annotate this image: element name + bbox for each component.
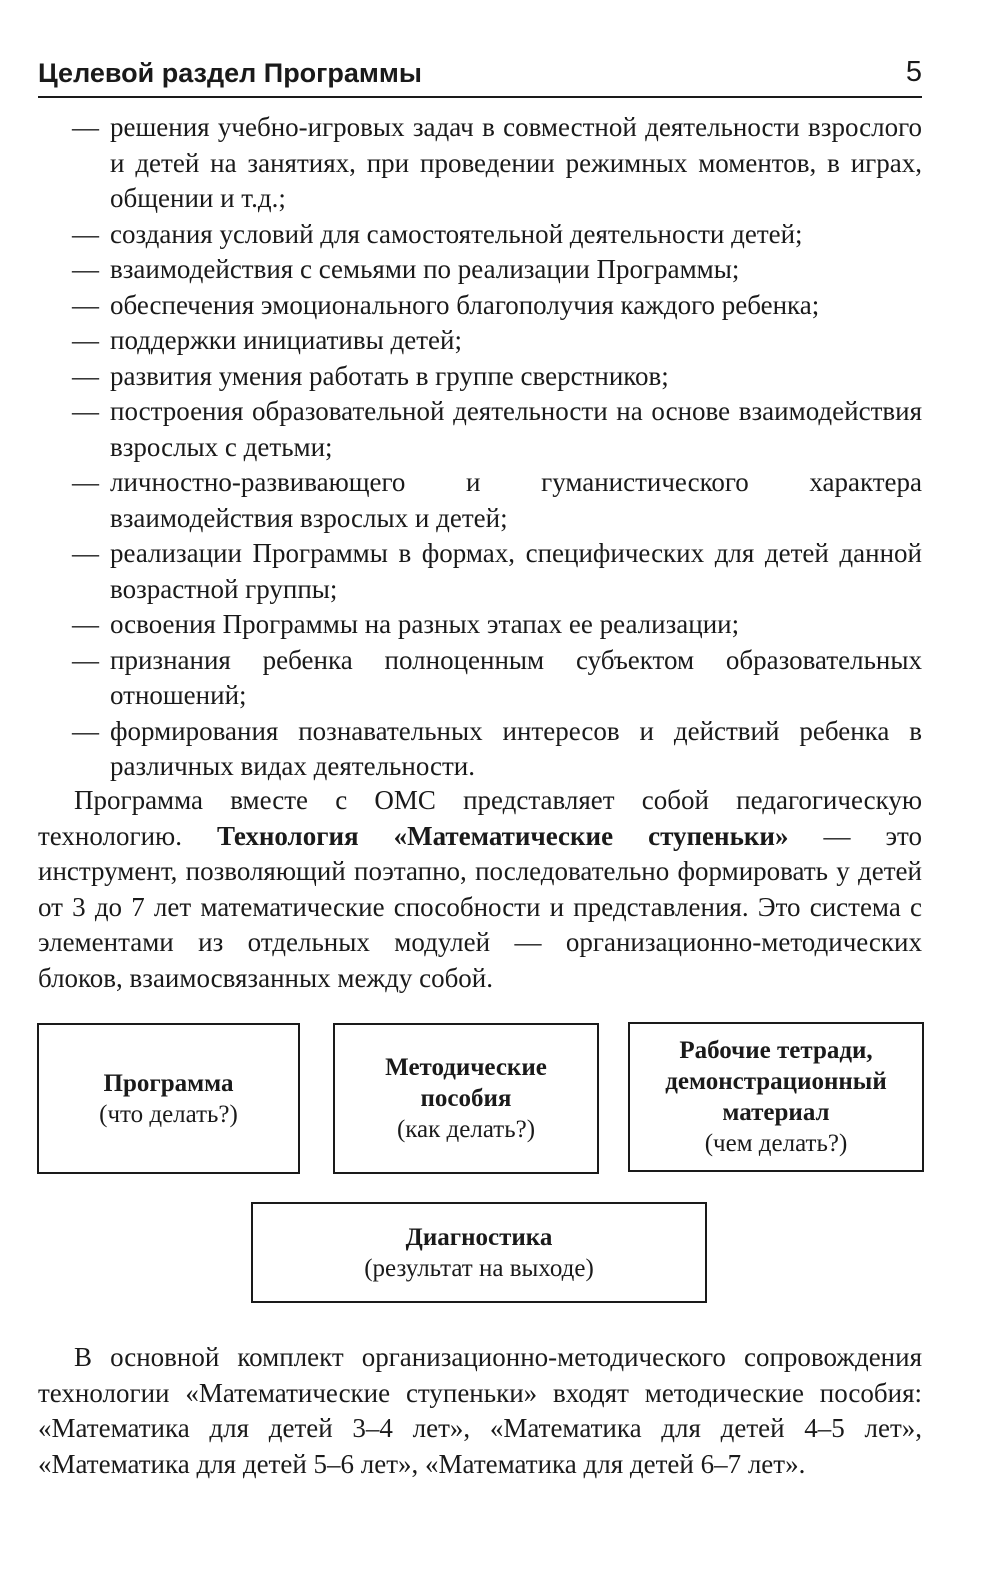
list-item: — развития умения работать в группе сверстников; [38,359,922,395]
box-subtitle: (результат на выходе) [364,1254,594,1282]
box-subtitle: (как делать?) [396,1116,536,1143]
box-title: материал [722,1099,830,1126]
bullet-list [38,110,922,785]
list-item: — формирования познавательных интересов и действий ребенка в различных видах деятельности. [38,714,922,785]
list-item: — взаимодействия с семьями по реализации Программы; [38,252,922,288]
box-title: пособия [420,1085,512,1112]
box-title: Программа [103,1069,234,1097]
box-title: Диагностика [405,1223,553,1251]
diagram-box-program [37,1023,300,1174]
list-item: — личностно-развивающего и гуманистического характера взаимодействия взрослых и детей; [38,465,922,536]
bold-term: Технология «Математические ступеньки» [216,820,789,851]
box-subtitle: (чем делать?) [704,1130,848,1157]
diagram-box-diagnostics [251,1202,707,1303]
list-item: — освоения Программы на разных этапах ее реализации; [38,607,922,643]
list-item: — обеспечения эмоционального благополучия каждого ребенка; [38,288,922,324]
list-item: — поддержки инициативы детей; [38,323,922,359]
paragraph-technology [38,783,922,996]
page-number: 5 [905,56,922,88]
box-title: демонстрационный [665,1068,887,1095]
list-item: — решения учебно-игровых задач в совместной деятельности взрослого и детей на занятиях, при проведении режимных моментов, в играх, общении и т.д.; [38,110,922,217]
list-item: — реализации Программы в формах, специфических для детей данной возрастной группы; [38,536,922,607]
list-item: — построения образовательной деятельности на основе взаимодействия взрослых с детьми; [38,394,922,465]
box-title: Рабочие тетради, [679,1037,873,1064]
paragraph-text: — это инструмент, позволяющий поэтапно, последовательно формировать у детей от 3 до 7 лет математические способности и представления. Это система с элементами из отдельных модулей — организационно-методических блоков, взаимосвязанных между собой. [38,820,922,993]
list-item: — создания условий для самостоятельной деятельности детей; [38,217,922,253]
box-subtitle: (что делать?) [99,1100,238,1128]
paragraph-kit: В основной комплект организационно-методического сопровождения технологии «Математические ступеньки» входят методические пособия: «Математика для детей 3–4 лет», «Математика для детей 4–5 лет», «Математика для детей 5–6 лет», «Математика для детей 6–7 лет». [38,1342,922,1479]
paragraph-text: Программа вместе с ОМС представляет собой педагогическую технологию. [38,785,922,851]
section-title: Целевой раздел Программы [38,58,422,88]
running-header [38,52,922,98]
diagram-box-manuals [333,1023,599,1174]
list-item: — признания ребенка полноценным субъектом образовательных отношений; [38,643,922,714]
diagram-box-workbooks [628,1022,924,1172]
box-title: Методические [385,1054,547,1081]
